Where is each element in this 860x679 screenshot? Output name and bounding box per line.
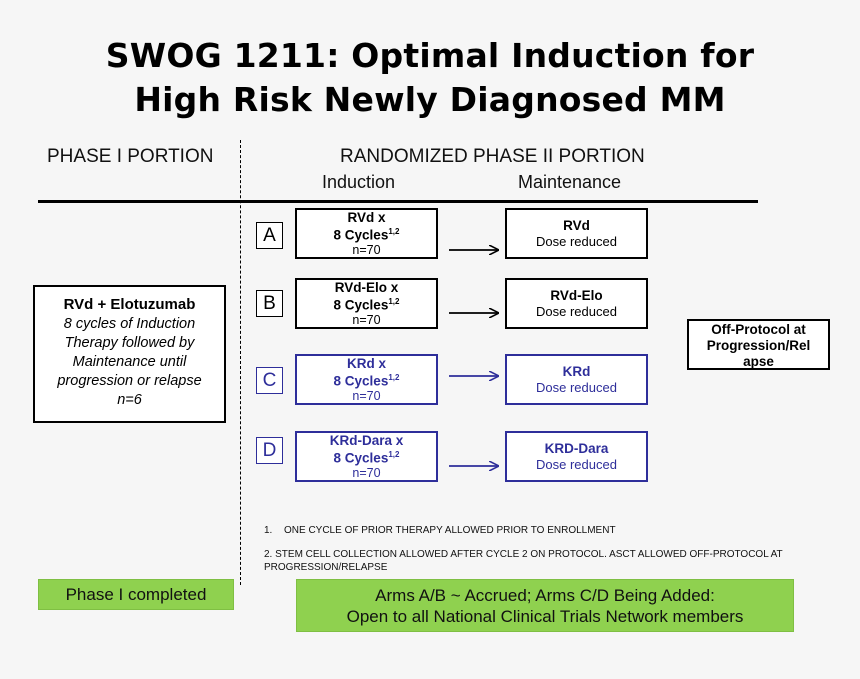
arm-c-n: n=70 bbox=[352, 388, 381, 403]
induction-header: Induction bbox=[322, 172, 396, 192]
phase2-status-line2: Open to all National Clinical Trials Network members bbox=[346, 607, 744, 626]
arm-a-label: A bbox=[256, 222, 283, 249]
arm-b-induction-regimen: RVd-Elo x bbox=[334, 280, 399, 295]
arm-d-label: D bbox=[256, 437, 283, 464]
arm-c-maintenance-dose: Dose reduced bbox=[536, 380, 617, 395]
off-protocol-box bbox=[687, 319, 830, 370]
footnote-1-number: 1. bbox=[264, 525, 273, 536]
arm-d-induction-regimen: KRd-Dara x bbox=[329, 433, 404, 448]
phase1-line: 8 cycles of Induction bbox=[63, 316, 196, 332]
arm-c-label: C bbox=[256, 367, 283, 394]
arm-b-maintenance-regimen: RVd-Elo bbox=[550, 288, 603, 303]
arm-a-induction-cycles: 8 Cycles$^{1,2}$ bbox=[333, 227, 400, 243]
phase2-status-banner bbox=[296, 579, 794, 632]
maintenance-header: Maintenance bbox=[518, 172, 622, 192]
footnote-2-line2: PROGRESSION/RELAPSE bbox=[264, 562, 388, 573]
phase2-status-line1: Arms A/B ~ Accrued; Arms C/D Being Added: bbox=[375, 586, 715, 605]
arm-d-maintenance-dose: Dose reduced bbox=[536, 457, 617, 472]
phase1-line: progression or relapse bbox=[57, 373, 202, 389]
arm-d-n: n=70 bbox=[352, 465, 381, 480]
arm-d-induction-cycles: 8 Cycles$^{1,2}$ bbox=[333, 450, 400, 466]
footnote-1: ONE CYCLE OF PRIOR THERAPY ALLOWED PRIOR TO ENROLLMENT bbox=[284, 525, 616, 536]
arm-c-maintenance-regimen: KRd bbox=[562, 364, 591, 379]
footnote-2-line1: 2. STEM CELL COLLECTION ALLOWED AFTER CYCLE 2 ON PROTOCOL. ASCT ALLOWED OFF-PROTOCOL AT bbox=[264, 549, 783, 560]
arm-d-maintenance-regimen: KRD-Dara bbox=[544, 441, 609, 456]
arm-b-induction-cycles: 8 Cycles$^{1,2}$ bbox=[333, 297, 400, 313]
arm-c-induction-cycles: 8 Cycles$^{1,2}$ bbox=[333, 373, 400, 389]
arm-a-induction-regimen: RVd x bbox=[347, 210, 386, 225]
arm-c-induction-regimen: KRd x bbox=[346, 356, 386, 371]
off-protocol-line: Progression/Rel bbox=[706, 338, 811, 353]
phase1-line: Therapy followed by bbox=[64, 335, 195, 351]
phase1-regimen-heading: RVd + Elotuzumab bbox=[63, 296, 196, 313]
phase1-line: n=6 bbox=[117, 392, 142, 408]
arm-b-label: B bbox=[256, 290, 283, 317]
title-line-2: High Risk Newly Diagnosed MM bbox=[134, 80, 726, 119]
phase1-line: Maintenance until bbox=[72, 354, 187, 370]
title-line-1: SWOG 1211: Optimal Induction for bbox=[105, 36, 755, 75]
phase1-header: PHASE I PORTION bbox=[47, 146, 214, 167]
off-protocol-line: apse bbox=[743, 354, 774, 369]
phase1-status-banner: Phase I completed bbox=[38, 579, 234, 610]
off-protocol-line: Off-Protocol at bbox=[711, 322, 806, 337]
arm-b-maintenance-dose: Dose reduced bbox=[536, 304, 617, 319]
phase2-header: RANDOMIZED PHASE II PORTION bbox=[340, 146, 645, 167]
arm-a-n: n=70 bbox=[352, 242, 381, 257]
arm-a-maintenance-dose: Dose reduced bbox=[536, 234, 617, 249]
arm-a-maintenance-regimen: RVd bbox=[563, 218, 590, 233]
arm-b-n: n=70 bbox=[352, 312, 381, 327]
